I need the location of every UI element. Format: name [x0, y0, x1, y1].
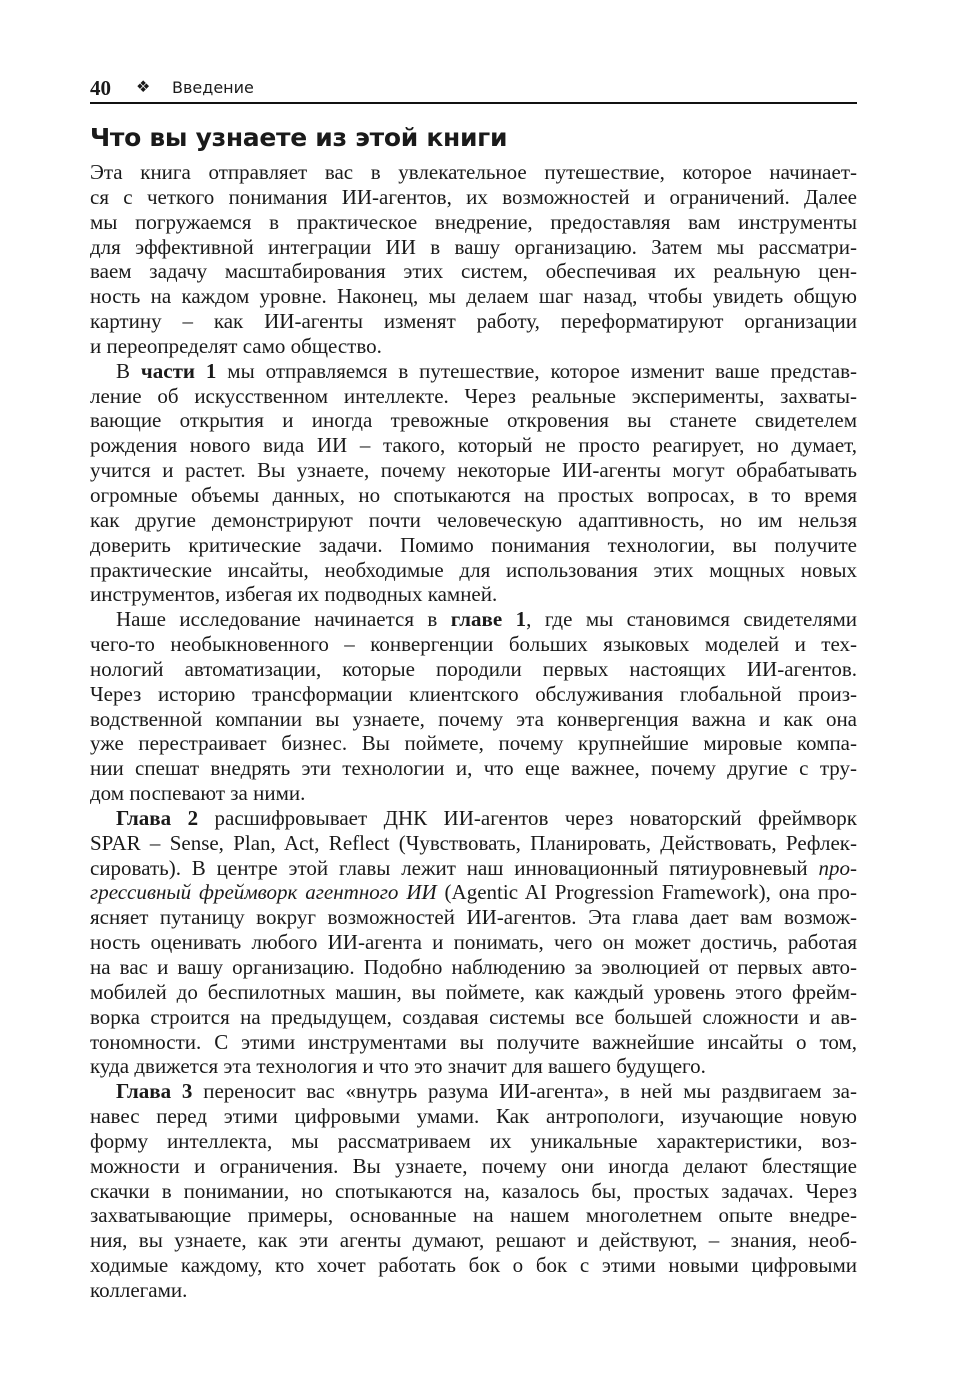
header-rule — [90, 102, 857, 104]
text-run: нологий автоматизации, которые породили первых настоящих ИИ-агентов. — [90, 656, 857, 681]
paragraph — [90, 160, 857, 359]
text-run: рождения нового вида ИИ – такого, который не просто реагирует, но думает, — [90, 433, 857, 458]
paragraph — [90, 359, 857, 607]
text-line — [90, 930, 857, 955]
italic-text: грессивный фреймворк агентного ИИ — [90, 880, 437, 905]
text-run: ходимые каждому, кто хочет работать бок о бок с этими новыми цифровыми — [90, 1253, 857, 1278]
text-line — [90, 607, 857, 632]
ornament-icon: ❖ — [136, 77, 151, 96]
text-line — [90, 235, 857, 260]
bold-text: главе 1 — [450, 607, 527, 632]
text-line — [90, 309, 857, 334]
text-run: картину – как ИИ-агенты изменят работу, переформатируют организации — [90, 309, 857, 334]
text-run: скачки в понимании, но спотыкаются на, казалось бы, простых задачах. Через — [90, 1178, 857, 1203]
text-line — [90, 1253, 857, 1278]
bold-text: Глава 2 — [116, 805, 199, 830]
text-run: вающие открытия и иногда тревожные откровения вы станете свидетелем — [90, 408, 857, 433]
bold-text: части 1 — [140, 358, 217, 383]
text-run: чего-то необыкновенного – конвергенции больших языковых моделей и тех- — [90, 632, 857, 657]
text-run: захватывающие примеры, основанные на нашем многолетнем опыте внедре- — [90, 1203, 857, 1228]
text-line — [90, 731, 857, 756]
paragraph — [90, 607, 857, 806]
text-line — [90, 955, 857, 980]
text-run: Наше исследование начинается в — [116, 607, 451, 632]
text-run: мобилей до беспилотных машин, вы поймете, как каждый уровень этого фрейм- — [90, 979, 857, 1004]
text-line — [90, 657, 857, 682]
text-run: мы отправляемся в путешествие, которое изменит ваше представ- — [216, 358, 857, 383]
text-run: расшифровывает ДНК ИИ-агентов через новаторский фреймворк — [198, 805, 858, 830]
text-run: SPAR – Sense, Plan, Act, Reflect (Чувствовать, Планировать, Действовать, Рефлек- — [90, 830, 857, 855]
text-line — [90, 1054, 857, 1079]
text-line — [90, 905, 857, 930]
text-line — [90, 1203, 857, 1228]
paragraph — [90, 1079, 857, 1303]
text-line — [90, 1079, 857, 1104]
text-run: тономности. С этими инструментами вы получите важнейшие инсайты о том, — [90, 1029, 857, 1054]
text-line — [90, 1005, 857, 1030]
text-run: куда движется эта технология и что это значит для вашего будущего. — [90, 1054, 706, 1079]
text-run: Эта книга отправляет вас в увлекательное путешествие, которое начинает- — [90, 160, 857, 184]
text-run: доверить критические задачи. Помимо понимания технологии, вы получите — [90, 532, 857, 557]
text-line — [90, 210, 857, 235]
text-run: ся с четкого понимания ИИ-агентов, их возможностей и ограничений. Далее — [90, 184, 857, 209]
body-text — [90, 160, 857, 1303]
text-run: мы погружаемся в практическое внедрение, предоставляя вам инструменты — [90, 209, 857, 234]
text-run: ность оценивать любого ИИ-агента и понимать, чего он может достичь, работая — [90, 930, 857, 955]
text-run: ность на каждом уровне. Наконец, мы делаем шаг назад, чтобы увидеть общую — [90, 284, 857, 309]
text-line — [90, 781, 857, 806]
text-run: можности и ограничения. Вы узнаете, почему они иногда делают блестящие — [90, 1153, 857, 1178]
text-line — [90, 334, 857, 359]
text-run: , где мы становимся свидетелями — [526, 607, 857, 632]
text-line — [90, 1030, 857, 1055]
text-run: ворка строится на предыдущем, создавая системы все большей сложности и ав- — [90, 1004, 857, 1029]
section-name: Введение — [172, 78, 254, 97]
text-line — [90, 880, 857, 905]
italic-text: про- — [818, 855, 857, 880]
text-run: переносит вас «внутрь разума ИИ-агента», в ней мы раздвигаем за- — [192, 1079, 857, 1104]
text-line — [90, 458, 857, 483]
text-run: на вас и вашу организацию. Подобно наблюдению за эволюцией от первых авто- — [90, 955, 857, 979]
text-line — [90, 1129, 857, 1154]
text-line — [90, 980, 857, 1005]
text-run: инструментов, избегая их подводных камней. — [90, 582, 498, 607]
text-run: огромные объемы данных, но спотыкаются на простых вопросах, в то время — [90, 482, 857, 507]
text-run: форму интеллекта, мы рассматриваем их уникальные характеристики, воз- — [90, 1128, 857, 1153]
text-run: коллегами. — [90, 1277, 188, 1302]
text-line — [90, 756, 857, 781]
text-line — [90, 632, 857, 657]
paragraph — [90, 806, 857, 1079]
text-line — [90, 185, 857, 210]
text-line — [90, 160, 857, 185]
section-title: Что вы узнаете из этой книги — [90, 123, 508, 152]
text-run: дом поспевают за ними. — [90, 781, 306, 806]
text-line — [90, 1104, 857, 1129]
text-run: навес перед этими цифровыми умами. Как антропологи, изучающие новую — [90, 1104, 857, 1129]
text-run: (Agentic AI Progression Framework), она про- — [436, 880, 857, 905]
text-line — [90, 433, 857, 458]
text-run: учится и растет. Вы узнаете, почему некоторые ИИ-агенты могут обрабатывать — [90, 458, 857, 483]
text-line — [90, 1228, 857, 1253]
text-line — [90, 582, 857, 607]
text-run: В — [116, 358, 141, 383]
text-run: как другие демонстрируют почти человеческую адаптивность, но им нельзя — [90, 507, 857, 532]
text-line — [90, 558, 857, 583]
text-line — [90, 806, 857, 831]
text-line — [90, 831, 857, 856]
text-line — [90, 682, 857, 707]
page-number: 40 — [90, 76, 111, 100]
text-run: водственной компании вы узнаете, почему эта конвергенция важна и как она — [90, 706, 857, 731]
text-line — [90, 408, 857, 433]
bold-text: Глава 3 — [116, 1079, 193, 1104]
text-line — [90, 707, 857, 732]
text-line — [90, 359, 857, 384]
text-run: нии спешат внедрять эти технологии и, что еще важнее, почему другие с тру- — [90, 756, 857, 781]
text-line — [90, 384, 857, 409]
running-header — [90, 76, 857, 102]
text-run: ния, вы узнаете, как эти агенты думают, решают и действуют, – знания, необ- — [90, 1228, 857, 1253]
text-run: уже перестраивает бизнес. Вы поймете, почему крупнейшие мировые компа- — [90, 731, 857, 756]
text-line — [90, 1278, 857, 1303]
text-line — [90, 483, 857, 508]
text-run: сировать). В центре этой главы лежит наш инновационный пятиуровневый — [90, 855, 819, 880]
text-line — [90, 259, 857, 284]
text-run: ление об искусственном интеллекте. Через реальные эксперименты, захваты- — [90, 383, 857, 408]
text-line — [90, 856, 857, 881]
text-run: ваем задачу масштабирования этих систем, обеспечивая их реальную цен- — [90, 259, 857, 284]
text-line — [90, 1154, 857, 1179]
text-run: практические инсайты, необходимые для использования этих мощных новых — [90, 557, 857, 582]
text-run: ясняет путаницу вокруг возможностей ИИ-агентов. Эта глава дает вам возмож- — [90, 905, 857, 930]
text-line — [90, 284, 857, 309]
text-run: Через историю трансформации клиентского обслуживания глобальной произ- — [90, 681, 857, 706]
text-run: для эффективной интеграции ИИ в вашу организацию. Затем мы рассматри- — [90, 234, 857, 259]
text-line — [90, 508, 857, 533]
text-line — [90, 1179, 857, 1204]
text-run: и переопределят само общество. — [90, 333, 382, 358]
text-line — [90, 533, 857, 558]
